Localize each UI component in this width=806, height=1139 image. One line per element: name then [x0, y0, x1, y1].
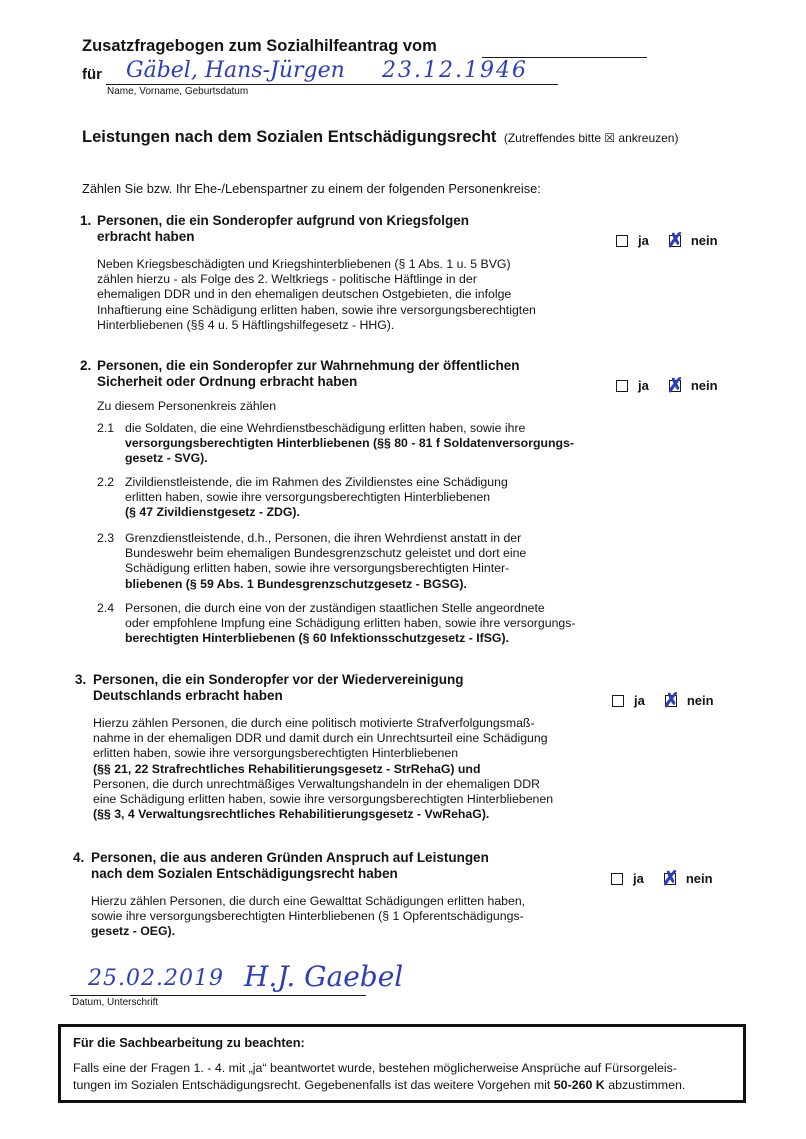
q4-title-line: Personen, die aus anderen Gründen Anspruch auf Leistungen [91, 850, 489, 865]
q2-item-line: versorgungsberechtigten Hinterbliebenen (§§ 80 - 81 f Soldatenversorgungs- [125, 436, 574, 451]
q4-yes-option[interactable] [611, 871, 644, 886]
q1-body-line: Hinterbliebenen (§§ 4 u. 5 Häftlingshilfegesetz - HHG). [97, 317, 395, 332]
q1-no-option[interactable] [666, 227, 718, 252]
q4-yes-label: ja [633, 871, 644, 886]
q1-yes-option[interactable] [616, 233, 649, 248]
q4-number: 4. [73, 850, 85, 865]
q1-no-label: nein [690, 233, 718, 248]
q3-answer [612, 687, 714, 712]
q2-item-2-2 [97, 475, 508, 521]
q2-item-2-1 [97, 421, 574, 467]
office-text-line: Falls eine der Fragen 1. - 4. mit „ja“ beantwortet wurde, bestehen möglicherweise Ansprüche auf Fürsorgeleis- [73, 1061, 677, 1075]
q4-body-line: Hierzu zählen Personen, die durch eine Gewalttat Schädigungen erlitten haben, [91, 894, 526, 908]
q2-item-line: erlitten haben, sowie ihre versorgungsberechtigten Hinterbliebenen [125, 490, 491, 505]
q1-title-line: Personen, die ein Sonderopfer aufgrund von Kriegsfolgen [97, 213, 470, 228]
name-caption: Name, Vorname, Geburtsdatum [107, 86, 249, 97]
q3-number: 3. [75, 672, 87, 687]
q4-no-checkbox[interactable] [661, 865, 679, 890]
q2-yes-label: ja [638, 378, 649, 393]
q4-body-line: sowie ihre versorgungsberechtigten Hinterbliebenen (§ 1 Opferentschädigungs- [91, 909, 524, 924]
q4-check-mark: ✗ [661, 865, 679, 890]
q2-yes-option[interactable] [616, 378, 649, 393]
q4-yes-checkbox[interactable] [611, 873, 623, 885]
date-handwritten[interactable]: 25.02.2019 [88, 966, 224, 991]
q3-no-option[interactable] [662, 687, 714, 712]
section-hint: (Zutreffendes bitte ☒ ankreuzen) [503, 131, 679, 145]
q2-no-label: nein [690, 378, 718, 393]
q3-check-mark: ✗ [662, 687, 680, 712]
q3-title-line: Personen, die ein Sonderopfer vor der Wiedervereinigung [93, 672, 464, 687]
birthdate-handwritten[interactable]: 23.12.1946 [382, 58, 528, 83]
q3-body-line: Hierzu zählen Personen, die durch eine politisch motivierte Strafverfolgungsmaß- [93, 716, 535, 730]
q3-title [93, 672, 463, 704]
q2-intro: Zu diesem Personenkreis zählen [97, 399, 277, 413]
q3-body-line: Personen, die durch unrechtmäßiges Verwaltungshandeln in der ehemaligen DDR [93, 776, 541, 791]
q1-body [97, 257, 536, 333]
q2-item-2-3 [97, 531, 526, 592]
q2-item-number: 2.2 [97, 475, 115, 489]
q2-item-line: Schädigung erlitten haben, sowie ihre versorgungsberechtigten Hinter- [125, 561, 510, 576]
q1-body-line: Inhaftierung eine Schädigung erlitten haben, sowie ihre versorgungsberechtigten [97, 302, 536, 317]
signature-handwritten[interactable]: H.J. Gaebel [244, 960, 404, 993]
q3-body-line: nahme in der ehemaligen DDR und damit durch ein Unrechtsurteil eine Schädigung [93, 731, 548, 746]
q1-number: 1. [80, 213, 92, 228]
q2-no-option[interactable] [666, 372, 718, 397]
q2-item-line: oder empfohlene Impfung eine Schädigung erlitten haben, sowie ihre versorgungs- [125, 616, 576, 631]
q1-body-line: Neben Kriegsbeschädigten und Kriegshinterbliebenen (§ 1 Abs. 1 u. 5 BVG) [97, 257, 511, 271]
q4-no-option[interactable] [661, 865, 713, 890]
q1-body-line: ehemaligen DDR und in den ehemaligen deutschen Ostgebieten, die infolge [97, 287, 512, 302]
q2-item-line: bliebenen (§ 59 Abs. 1 Bundesgrenzschutzgesetz - BGSG). [125, 576, 467, 591]
q2-item-line: (§ 47 Zivildienstgesetz - ZDG). [125, 505, 300, 520]
q3-no-label: nein [686, 693, 714, 708]
q1-body-line: zählen hierzu - als Folge des 2. Weltkriegs - politische Häftlinge in der [97, 272, 477, 287]
q1-no-checkbox[interactable] [666, 227, 684, 252]
form-title: Zusatzfragebogen zum Sozialhilfeantrag vom [82, 37, 437, 55]
office-text-part: abzustimmen. [604, 1078, 686, 1092]
q3-yes-checkbox[interactable] [612, 695, 624, 707]
q4-answer [611, 865, 713, 890]
q2-item-2-4 [97, 601, 576, 647]
q2-item-line: gesetz - SVG). [125, 451, 208, 466]
name-handwritten[interactable]: Gäbel, Hans-Jürgen [126, 58, 345, 83]
signature-caption: Datum, Unterschrift [72, 997, 159, 1008]
q2-item-number: 2.3 [97, 531, 115, 545]
office-box [58, 1024, 746, 1103]
section-heading: Leistungen nach dem Sozialen Entschädigungsrecht [82, 128, 497, 146]
q4-no-label: nein [685, 871, 713, 886]
fuer-label: für [82, 66, 102, 83]
q2-item-line: Zivildienstleistende, die im Rahmen des Zivildienstes eine Schädigung [125, 475, 508, 489]
q2-item-line: die Soldaten, die eine Wehrdienstbeschädigung erlitten haben, sowie ihre [125, 421, 526, 435]
q3-no-checkbox[interactable] [662, 687, 680, 712]
q2-item-line: Bundeswehr beim ehemaligen Bundesgrenzschutz geleistet und dort eine [125, 546, 527, 561]
signature-line [70, 995, 366, 996]
q2-check-mark: ✗ [666, 372, 684, 397]
q2-item-line: berechtigten Hinterbliebenen (§ 60 Infektionsschutzgesetz - IfSG). [125, 631, 510, 646]
q4-title [91, 850, 489, 882]
q2-item-line: Personen, die durch eine von der zuständigen staatlichen Stelle angeordnete [125, 601, 545, 615]
q2-title-line: Personen, die ein Sonderopfer zur Wahrnehmung der öffentlichen [97, 358, 520, 373]
office-text [73, 1060, 685, 1094]
q3-title-line: Deutschlands erbracht haben [93, 688, 283, 703]
q3-body-line: erlitten haben, sowie ihre versorgungsberechtigten Hinterbliebenen [93, 746, 459, 761]
q2-title [97, 358, 520, 390]
q1-title [97, 213, 469, 245]
office-title: Für die Sachbearbeitung zu beachten: [73, 1035, 305, 1050]
office-text-line [73, 1077, 685, 1094]
q2-number: 2. [80, 358, 92, 373]
q2-title-line: Sicherheit oder Ordnung erbracht haben [97, 374, 358, 389]
section-intro: Zählen Sie bzw. Ihr Ehe-/Lebenspartner zu einem der folgenden Personenkreise: [82, 181, 541, 196]
q1-yes-checkbox[interactable] [616, 235, 628, 247]
q2-no-checkbox[interactable] [666, 372, 684, 397]
q1-title-line: erbracht haben [97, 229, 195, 244]
q2-yes-checkbox[interactable] [616, 380, 628, 392]
q2-answer [616, 372, 718, 397]
q4-body [91, 894, 525, 940]
q1-answer [616, 227, 718, 252]
q2-item-number: 2.1 [97, 421, 115, 435]
q3-yes-label: ja [634, 693, 645, 708]
q3-yes-option[interactable] [612, 693, 645, 708]
section-heading-row [82, 128, 678, 147]
q4-body-line: gesetz - OEG). [91, 924, 176, 939]
name-line [106, 84, 558, 85]
q1-check-mark: ✗ [666, 227, 684, 252]
q4-title-line: nach dem Sozialen Entschädigungsrecht haben [91, 866, 398, 881]
q3-body-line: eine Schädigung erlitten haben, sowie ihre versorgungsberechtigten Hinterbliebenen [93, 792, 554, 807]
office-contact-code: 50-260 K [553, 1078, 605, 1092]
q1-yes-label: ja [638, 233, 649, 248]
q3-body-line: (§§ 21, 22 Strafrechtliches Rehabilitierungsgesetz - StrRehaG) und [93, 761, 481, 776]
office-text-part: tungen im Sozialen Entschädigungsrecht. Gegebenenfalls ist das weitere Vorgehen mit [73, 1078, 554, 1092]
q2-item-number: 2.4 [97, 601, 115, 615]
q3-body [93, 716, 553, 822]
q3-body-line: (§§ 3, 4 Verwaltungsrechtliches Rehabilitierungsgesetz - VwRehaG). [93, 807, 490, 822]
q2-item-line: Grenzdienstleistende, d.h., Personen, die ihren Wehrdienst anstatt in der [125, 531, 522, 545]
